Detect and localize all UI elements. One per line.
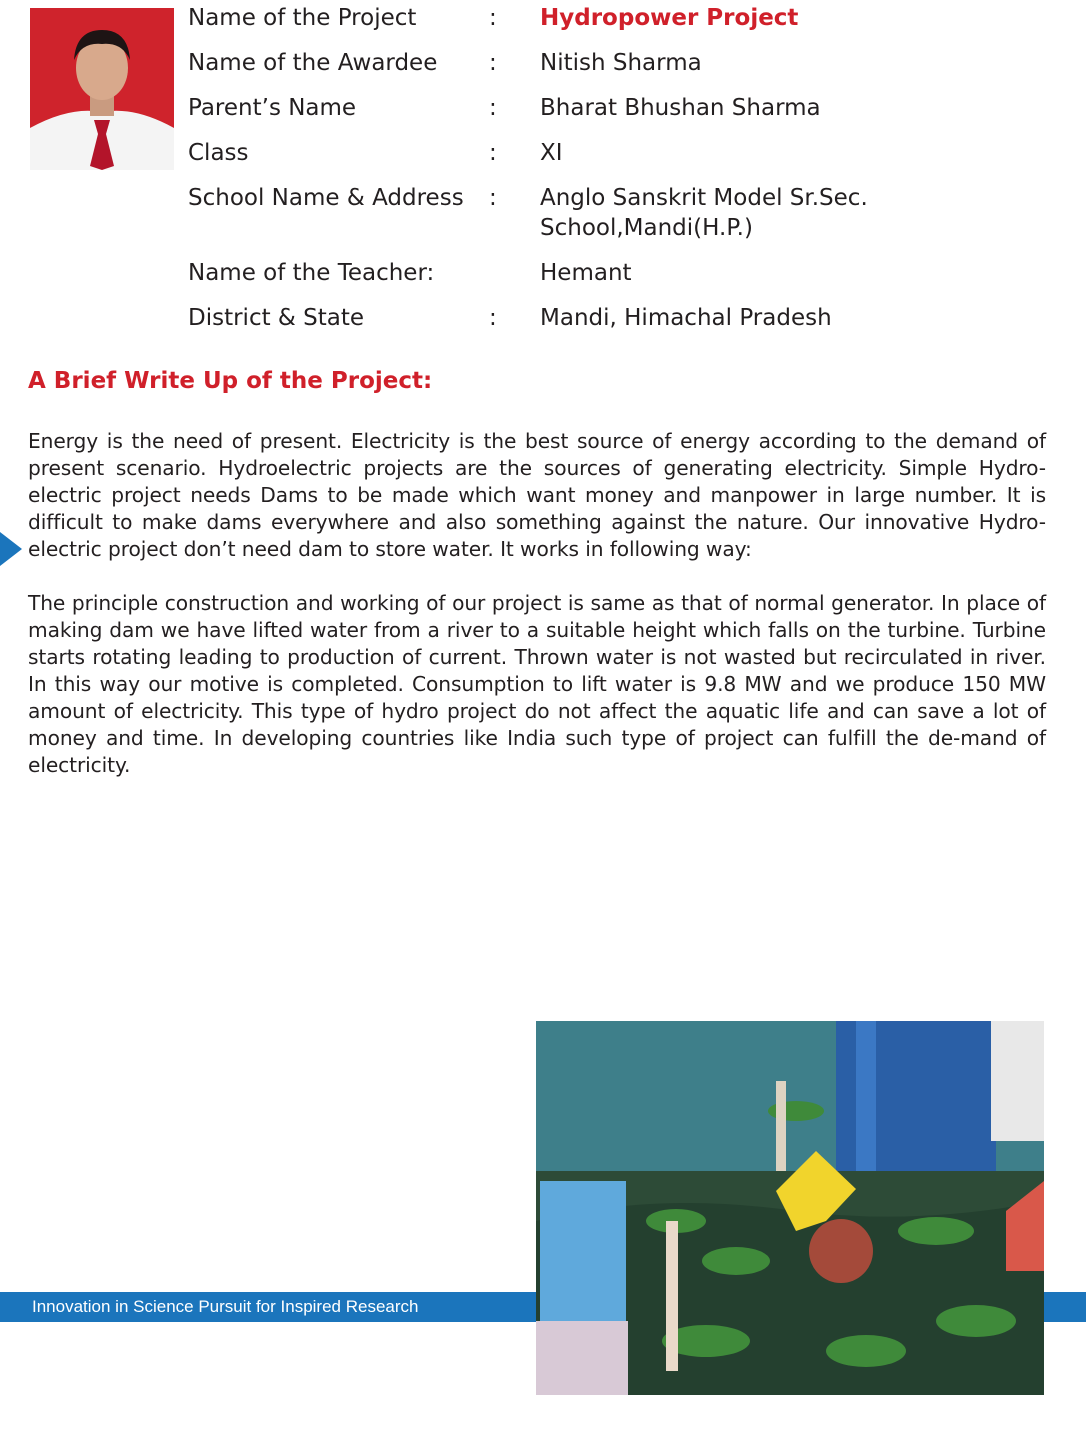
awardee-photo <box>30 8 174 170</box>
brief-heading: A Brief Write Up of the Project: <box>28 368 433 394</box>
school-line-1: Anglo Sanskrit Model Sr.Sec. <box>540 185 868 211</box>
detail-label: Name of the Project <box>188 5 417 31</box>
detail-label: Name of the Awardee <box>188 50 438 76</box>
detail-value: Mandi, Himachal Pradesh <box>540 305 832 331</box>
detail-label: Class <box>188 140 249 166</box>
detail-value: Hemant <box>540 260 632 286</box>
detail-label: District & State <box>188 305 365 331</box>
project-title: Hydropower Project <box>540 5 799 31</box>
detail-label: Name of the Teacher: <box>188 260 435 286</box>
arrow-marker-icon <box>0 532 22 566</box>
detail-label: School Name & Address <box>188 185 464 211</box>
brief-paragraph-1: Energy is the need of present. Electricity is the best source of energy according to the demand of present scenario. Hydroelectric projects are the sources of generating electricity. Simple Hydro-electric project needs Dams to be made which want money and manpower in large number. It is difficult to make dams everywhere and also something against the nature. Our innovative Hydro-electric project don’t need dam to store water. It works in following way: <box>28 429 1046 561</box>
school-line-2: School,Mandi(H.P.) <box>540 215 753 241</box>
detail-colon: : <box>489 185 497 211</box>
detail-label: Parent’s Name <box>188 95 357 121</box>
brief-paragraph-2: The principle construction and working of our project is same as that of normal generator. In place of making dam we have lifted water from a river to a suitable height which falls on the turbine. Turbine starts rotating leading to production of current. Thrown water is not wasted but recirculated in river. In this way our motive is completed. Consumption to lift water is 9.8 MW and we produce 150 MW amount of electricity. This type of hydro project do not affect the aquatic life and can save a lot of money and time. In developing countries like India such type of project can fulfill the de-mand of electricity. <box>28 591 1046 777</box>
detail-colon: : <box>489 5 497 31</box>
detail-value: Nitish Sharma <box>540 50 702 76</box>
detail-value <box>540 183 1060 243</box>
detail-colon: : <box>489 140 497 166</box>
detail-colon: : <box>489 95 497 121</box>
detail-colon: : <box>489 305 497 331</box>
detail-colon: : <box>489 50 497 76</box>
footer-text: Innovation in Science Pursuit for Inspired Research <box>32 1297 419 1316</box>
project-model-photo <box>536 1021 1044 1395</box>
detail-value: XI <box>540 140 563 166</box>
detail-value: Bharat Bhushan Sharma <box>540 95 821 121</box>
